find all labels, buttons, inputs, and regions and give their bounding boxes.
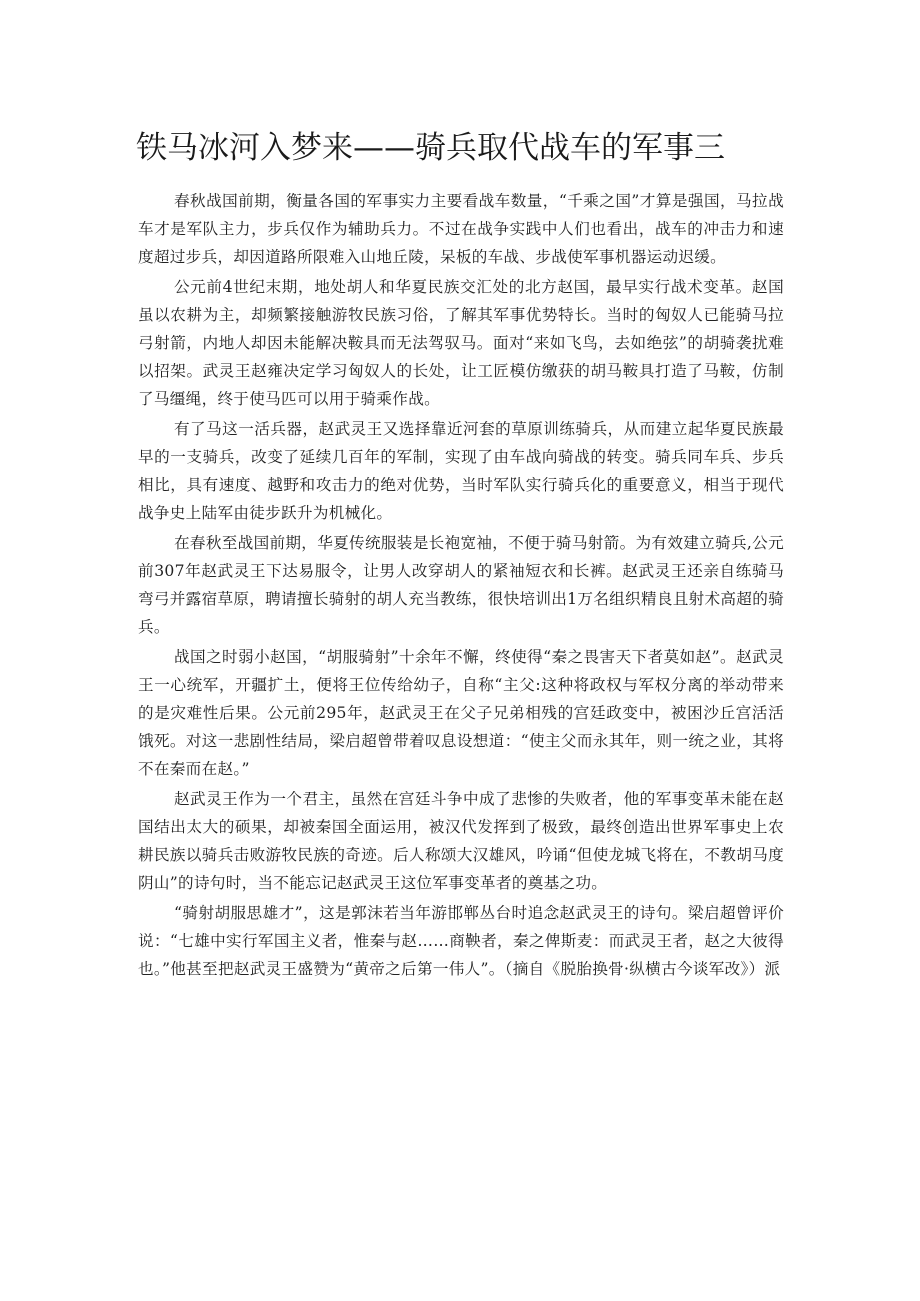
paragraph: 公元前4世纪末期，地处胡人和华夏民族交汇处的北方赵国，最早实行战术变革。赵国虽以农耕为主，却频繁接触游牧民族习俗，了解其军事优势特长。当时的匈奴人已能骑马拉弓射箭，内地人却因未能解决鞍具而无法驾驭马。面对“来如飞鸟，去如绝弦”的胡骑袭扰难以招架。武灵王赵雍决定学习匈奴人的长处，让工匠模仿缴获的胡马鞍具打造了马鞍，仿制了马缰绳，终于使马匹可以用于骑乘作战。 [138, 278, 784, 408]
document-body [138, 187, 784, 983]
paragraph: 战国之时弱小赵国，“胡服骑射”十余年不懈，终使得“秦之畏害天下者莫如赵”。赵武灵王一心统军，开疆扩土，便将王位传给幼子，自称“主父:这种将政权与军权分离的举动带来的是灾难性后果。公元前295年，赵武灵王在父子兄弟相残的宫廷政变中，被困沙丘宫活活饿死。对这一悲剧性结局，梁启超曾带着叹息设想道：“使主父而永其年，则一统之业，其将不在秦而在赵。” [138, 648, 784, 778]
paragraph: “骑射胡服思雄才”，这是郭沫若当年游邯郸丛台时追念赵武灵王的诗句。梁启超曾评价说：“七雄中实行军国主义者，惟秦与赵……商鞅者，秦之俾斯麦：而武灵王者，赵之大彼得也。”他甚至把赵武灵王盛赞为“黄帝之后第一伟人”。（摘自《脱胎换骨·纵横古今谈军改》）派 [138, 904, 784, 978]
paragraph: 有了马这一活兵器，赵武灵王又选择靠近河套的草原训练骑兵，从而建立起华夏民族最早的一支骑兵，改变了延续几百年的军制，实现了由车战向骑战的转变。骑兵同车兵、步兵相比，具有速度、越野和攻击力的绝对优势，当时军队实行骑兵化的重要意义，相当于现代战争史上陆军由徒步跃升为机械化。 [138, 420, 784, 522]
paragraph: 赵武灵王作为一个君主，虽然在宫廷斗争中成了悲惨的失败者，他的军事变革未能在赵国结出太大的硕果，却被秦国全面运用，被汉代发挥到了极致，最终创造出世界军事史上农耕民族以骑兵击败游牧民族的奇迹。后人称颂大汉雄风，吟诵“但使龙城飞将在，不教胡马度阴山”的诗句时，当不能忘记赵武灵王这位军事变革者的奠基之功。 [138, 790, 784, 892]
document-title: 铁马冰河入梦来——骑兵取代战车的军事三 [136, 130, 725, 166]
paragraph: 在春秋至战国前期，华夏传统服装是长袍宽袖，不便于骑马射箭。为有效建立骑兵,公元前307年赵武灵王下达易服令，让男人改穿胡人的紧袖短衣和长裤。赵武灵王还亲自练骑马弯弓并露宿草原，聘请擅长骑射的胡人充当教练，很快培训出1万名组织精良且射术高超的骑兵。 [138, 534, 784, 636]
paragraph: 春秋战国前期，衡量各国的军事实力主要看战车数量，“千乘之国”才算是强国，马拉战车才是军队主力，步兵仅作为辅助兵力。不过在战争实践中人们也看出，战车的冲击力和速度超过步兵，却因道路所限难入山地丘陵，呆板的车战、步战使军事机器运动迟缓。 [138, 192, 784, 266]
